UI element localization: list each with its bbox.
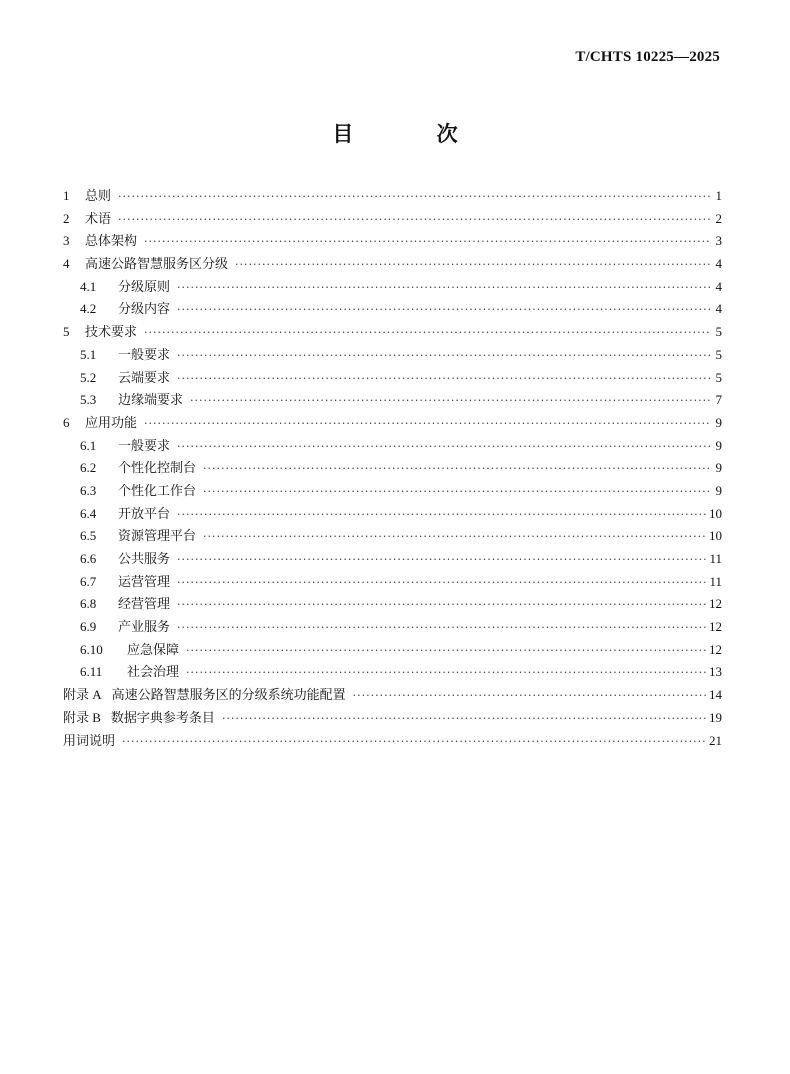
toc-entry-page: 21 (709, 732, 722, 748)
toc-entry-title: 个性化控制台 (118, 461, 197, 477)
toc-entry-title: 边缘端要求 (118, 393, 184, 409)
toc-entry-number: 4.2 (80, 301, 97, 317)
toc-dot-leader (190, 390, 711, 413)
toc-dot-leader (177, 277, 711, 300)
toc-dot-leader (177, 572, 706, 595)
toc-entry-page: 2 (715, 210, 722, 226)
toc-entry-title: 公共服务 (118, 552, 171, 567)
toc-entry-number: 6.11 (80, 664, 103, 680)
toc-entry[interactable] (63, 548, 722, 571)
toc-entry[interactable] (63, 661, 722, 684)
toc-entry-title: 应急保障 (127, 642, 180, 658)
toc-dot-leader (177, 617, 706, 640)
toc-entry[interactable] (63, 571, 722, 594)
toc-dot-leader (177, 504, 706, 527)
document-code: T/CHTS 10225—2025 (575, 49, 720, 65)
toc-entry[interactable] (63, 321, 722, 344)
toc-entry-title: 运营管理 (118, 574, 171, 590)
toc-entry-title: 一般要求 (118, 347, 171, 363)
toc-entry[interactable] (63, 412, 722, 435)
toc-entry-title: 总则 (85, 189, 112, 204)
toc-entry-page: 9 (715, 437, 722, 453)
toc-entry-page: 14 (709, 687, 722, 703)
toc-dot-leader (118, 209, 711, 232)
toc-entry[interactable] (63, 276, 722, 299)
toc-entry-title: 产业服务 (118, 620, 171, 636)
toc-entry-number: 6.6 (80, 551, 97, 566)
toc-entry-page: 12 (709, 596, 722, 612)
toc-entry-page: 7 (715, 392, 722, 408)
toc-entry-page: 9 (715, 460, 722, 476)
toc-entry-number: 6 (63, 414, 70, 430)
toc-entry-page: 5 (715, 369, 722, 385)
toc-entry-number: 5.1 (80, 346, 97, 362)
toc-entry-title: 总体架构 (85, 234, 138, 250)
toc-entry-title: 经营管理 (118, 597, 171, 613)
toc-entry-page: 1 (715, 188, 722, 203)
toc-entry-title: 高速公路智慧服务区的分级系统功能配置 (111, 688, 346, 704)
toc-dot-leader (144, 231, 711, 254)
toc-entry-number: 6.10 (80, 641, 103, 657)
toc-dot-leader (177, 549, 706, 572)
toc-dot-leader (186, 662, 706, 685)
toc-entry-title: 云端要求 (118, 370, 171, 386)
toc-entry-number: 5.2 (80, 369, 97, 385)
toc-entry-page: 12 (709, 619, 722, 635)
toc-entry-number: 6.5 (80, 528, 97, 544)
toc-entry-page: 3 (715, 233, 722, 249)
toc-entry-number: 6.1 (80, 437, 97, 453)
page-title: 目 次 (332, 122, 496, 146)
toc-entry-number: 6.2 (80, 460, 97, 476)
toc-entry-page: 9 (715, 482, 722, 498)
toc-entry-number: 6.3 (80, 482, 97, 498)
toc-entry-number: 5.3 (80, 392, 97, 408)
toc-entry[interactable] (63, 344, 722, 367)
toc-dot-leader (203, 458, 711, 481)
toc-entry-page: 4 (715, 256, 722, 272)
toc-entry[interactable] (63, 185, 722, 208)
toc-entry[interactable] (63, 389, 722, 412)
toc-dot-leader (235, 254, 711, 277)
toc-entry-title: 分级原则 (118, 279, 171, 295)
toc-entry[interactable] (63, 593, 722, 616)
toc-entry-page: 10 (709, 505, 722, 521)
toc-entry[interactable] (63, 639, 722, 662)
toc-entry-number: 附录 A (63, 687, 102, 703)
toc-dot-leader (186, 640, 706, 663)
toc-dot-leader (177, 299, 711, 322)
toc-entry-page: 5 (715, 346, 722, 362)
toc-entry-number: 附录 B (63, 709, 101, 725)
toc-entry-page: 11 (709, 551, 722, 566)
toc-entry-number: 2 (63, 210, 70, 226)
toc-entry-title: 一般要求 (118, 438, 171, 454)
toc-dot-leader (177, 436, 711, 459)
toc-entry-page: 13 (709, 664, 722, 680)
toc-entry[interactable] (63, 457, 722, 480)
toc-entry-title: 术语 (85, 211, 112, 227)
toc-entry-title: 技术要求 (85, 325, 138, 341)
toc-entry-title: 数据字典参考条目 (110, 710, 215, 726)
toc-entry-title: 用词说明 (63, 733, 116, 749)
toc-entry[interactable] (63, 253, 722, 276)
toc-dot-leader (177, 594, 706, 617)
toc-dot-leader (353, 685, 706, 708)
toc-entry-page: 11 (709, 573, 722, 589)
toc-entry-page: 9 (715, 414, 722, 430)
toc-entry-number: 3 (63, 233, 70, 249)
toc-entry-title: 资源管理平台 (118, 529, 197, 545)
toc-entry[interactable] (63, 525, 722, 548)
toc-dot-leader (203, 481, 711, 504)
toc-entry-page: 19 (709, 709, 722, 725)
toc-entry[interactable] (63, 208, 722, 231)
toc-entry[interactable] (63, 730, 722, 753)
toc-entry-page: 4 (715, 301, 722, 317)
toc-entry-title: 个性化工作台 (118, 483, 197, 499)
toc-entry-page: 12 (709, 641, 722, 657)
toc-entry-number: 6.8 (80, 596, 97, 612)
toc-entry-number: 5 (63, 324, 70, 340)
toc-entry-number: 1 (63, 188, 70, 203)
table-of-contents (63, 185, 722, 752)
toc-dot-leader (144, 322, 711, 345)
toc-entry-number: 4 (63, 256, 70, 272)
toc-entry-number: 4.1 (80, 278, 97, 294)
toc-entry[interactable] (63, 367, 722, 390)
toc-entry-page: 10 (709, 528, 722, 544)
toc-entry-title: 社会治理 (127, 665, 180, 681)
toc-entry-number: 6.9 (80, 619, 97, 635)
toc-entry-title: 开放平台 (118, 506, 171, 522)
toc-dot-leader (203, 526, 706, 549)
toc-entry[interactable] (63, 298, 722, 321)
toc-dot-leader (118, 186, 711, 209)
toc-dot-leader (177, 368, 711, 391)
toc-entry-page: 4 (715, 278, 722, 294)
toc-entry[interactable] (63, 616, 722, 639)
toc-entry-title: 应用功能 (85, 415, 138, 431)
toc-entry-page: 5 (715, 324, 722, 340)
toc-dot-leader (144, 413, 711, 436)
toc-entry-title: 高速公路智慧服务区分级 (85, 257, 229, 273)
toc-entry[interactable] (63, 707, 722, 730)
toc-dot-leader (122, 731, 706, 754)
toc-entry[interactable] (63, 480, 722, 503)
toc-entry[interactable] (63, 435, 722, 458)
toc-entry-number: 6.4 (80, 505, 97, 521)
toc-entry-number: 6.7 (80, 573, 97, 589)
toc-entry[interactable] (63, 684, 722, 707)
toc-dot-leader (177, 345, 711, 368)
toc-entry-title: 分级内容 (118, 302, 171, 318)
toc-entry[interactable] (63, 503, 722, 526)
toc-entry[interactable] (63, 230, 722, 253)
toc-dot-leader (222, 708, 706, 731)
